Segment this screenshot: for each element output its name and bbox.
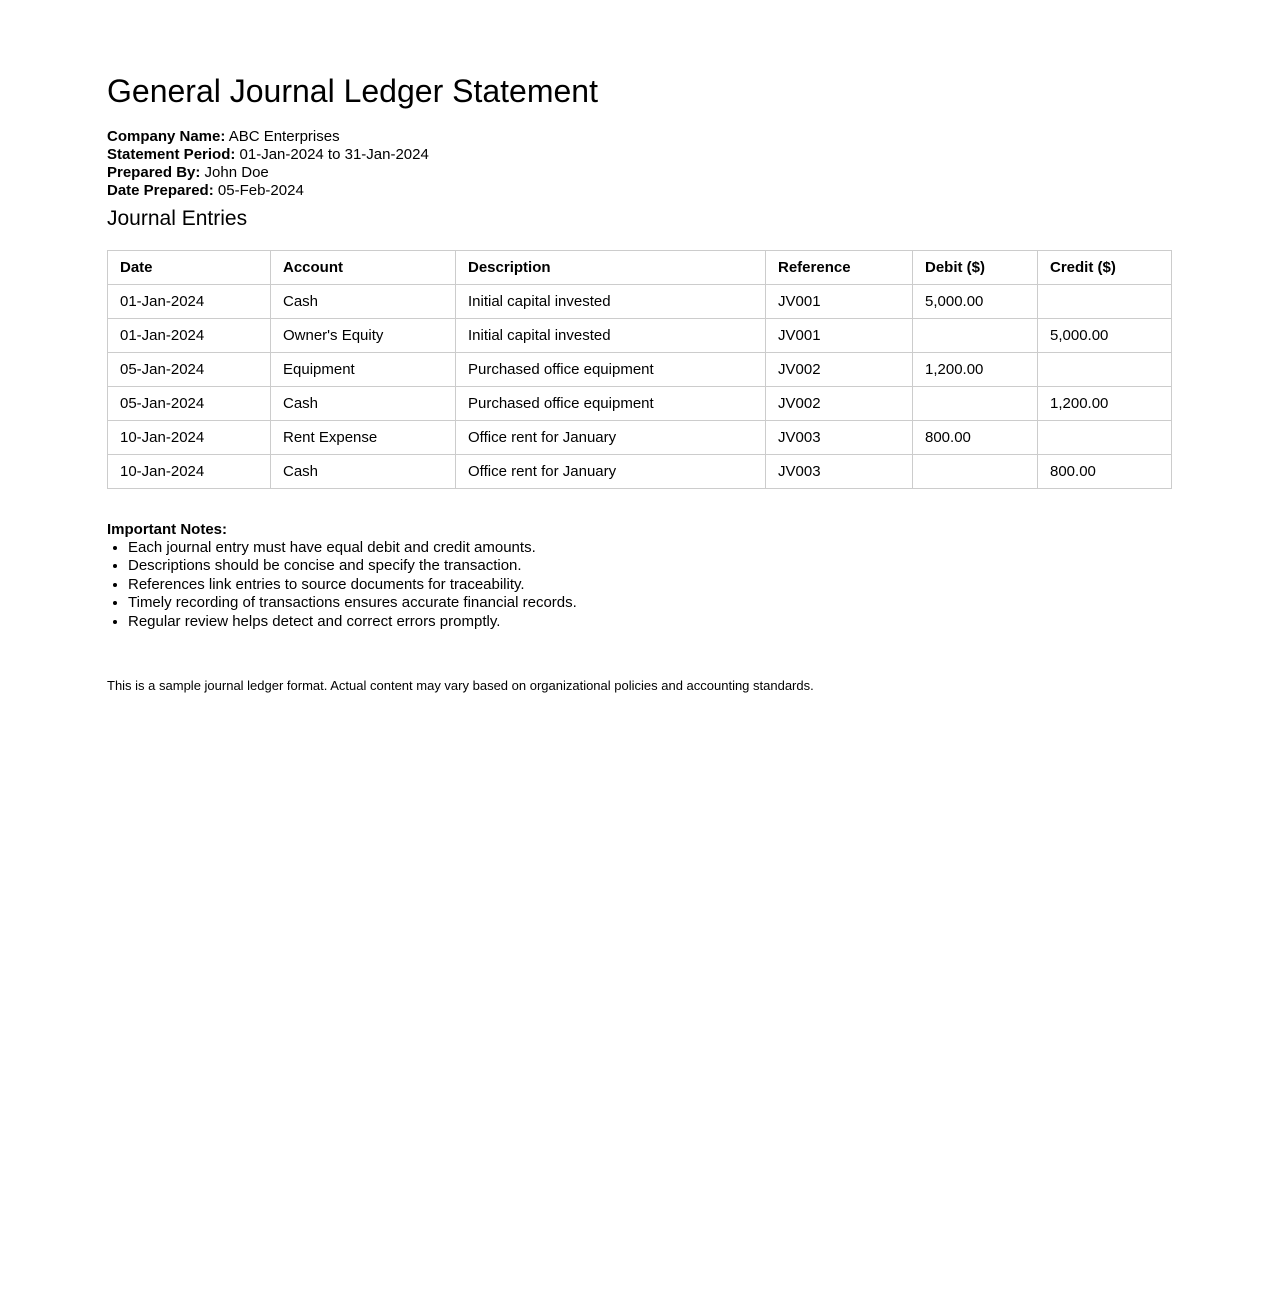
note-item: • Timely recording of transactions ensures accurate financial records. <box>128 594 1171 613</box>
cell-credit <box>1038 284 1172 318</box>
note-item: • References link entries to source documents for traceability. <box>128 576 1171 595</box>
cell-debit <box>913 386 1038 420</box>
cell-account: Equipment <box>271 352 456 386</box>
column-header-date: Date <box>108 250 271 284</box>
cell-reference: JV003 <box>766 454 913 488</box>
column-header-reference: Reference <box>766 250 913 284</box>
meta-company-name-value: ABC Enterprises <box>228 127 340 145</box>
meta-statement-period-label: Statement Period: <box>107 145 236 163</box>
cell-description: Office rent for January <box>456 454 766 488</box>
cell-credit: 5,000.00 <box>1038 318 1172 352</box>
meta-date-prepared-label: Date Prepared: <box>107 181 214 199</box>
cell-debit: 5,000.00 <box>913 284 1038 318</box>
cell-reference: JV002 <box>766 352 913 386</box>
table-row <box>108 284 1172 318</box>
meta-date-prepared-value: 05-Feb-2024 <box>217 181 304 199</box>
cell-description: Office rent for January <box>456 420 766 454</box>
meta-company-name-label: Company Name: <box>107 127 226 145</box>
column-header-description: Description <box>456 250 766 284</box>
note-item: • Each journal entry must have equal debit and credit amounts. <box>128 539 1171 558</box>
cell-account: Cash <box>271 386 456 420</box>
meta-date-prepared <box>107 182 1171 200</box>
cell-debit: 800.00 <box>913 420 1038 454</box>
cell-reference: JV001 <box>766 318 913 352</box>
cell-date: 10-Jan-2024 <box>108 454 271 488</box>
journal-table-body <box>108 284 1172 488</box>
cell-reference: JV003 <box>766 420 913 454</box>
cell-account: Cash <box>271 454 456 488</box>
cell-credit <box>1038 352 1172 386</box>
table-row <box>108 420 1172 454</box>
meta-company-name <box>107 128 1171 146</box>
footer-disclaimer: This is a sample journal ledger format. Actual content may vary based on organizational policies and accounting standards. <box>107 678 814 694</box>
note-item: • Descriptions should be concise and specify the transaction. <box>128 557 1171 576</box>
section-heading-journal-entries: Journal Entries <box>107 206 248 230</box>
cell-date: 01-Jan-2024 <box>108 318 271 352</box>
table-row <box>108 386 1172 420</box>
statement-meta <box>107 128 1171 200</box>
important-notes <box>107 521 1171 632</box>
cell-date: 05-Jan-2024 <box>108 386 271 420</box>
meta-prepared-by-value: John Doe <box>204 163 269 181</box>
table-header-row <box>108 250 1172 284</box>
page-title: General Journal Ledger Statement <box>107 73 598 109</box>
cell-reference: JV002 <box>766 386 913 420</box>
table-row <box>108 318 1172 352</box>
meta-statement-period-value: 01-Jan-2024 to 31-Jan-2024 <box>239 145 429 163</box>
notes-list <box>107 539 1171 632</box>
column-header-account: Account <box>271 250 456 284</box>
cell-credit: 800.00 <box>1038 454 1172 488</box>
cell-credit: 1,200.00 <box>1038 386 1172 420</box>
table-row <box>108 454 1172 488</box>
cell-credit <box>1038 420 1172 454</box>
cell-account: Cash <box>271 284 456 318</box>
cell-account: Rent Expense <box>271 420 456 454</box>
cell-date: 05-Jan-2024 <box>108 352 271 386</box>
table-row <box>108 352 1172 386</box>
meta-statement-period <box>107 146 1171 164</box>
cell-debit <box>913 454 1038 488</box>
notes-heading: Important Notes: <box>107 520 227 538</box>
journal-entries-table <box>107 250 1172 489</box>
cell-description: Initial capital invested <box>456 284 766 318</box>
cell-description: Purchased office equipment <box>456 352 766 386</box>
cell-description: Purchased office equipment <box>456 386 766 420</box>
cell-reference: JV001 <box>766 284 913 318</box>
cell-date: 01-Jan-2024 <box>108 284 271 318</box>
cell-description: Initial capital invested <box>456 318 766 352</box>
note-item: • Regular review helps detect and correct errors promptly. <box>128 613 1171 632</box>
cell-date: 10-Jan-2024 <box>108 420 271 454</box>
cell-account: Owner's Equity <box>271 318 456 352</box>
cell-debit: 1,200.00 <box>913 352 1038 386</box>
column-header-debit: Debit ($) <box>913 250 1038 284</box>
meta-prepared-by-label: Prepared By: <box>107 163 201 181</box>
column-header-credit: Credit ($) <box>1038 250 1172 284</box>
meta-prepared-by <box>107 164 1171 182</box>
cell-debit <box>913 318 1038 352</box>
